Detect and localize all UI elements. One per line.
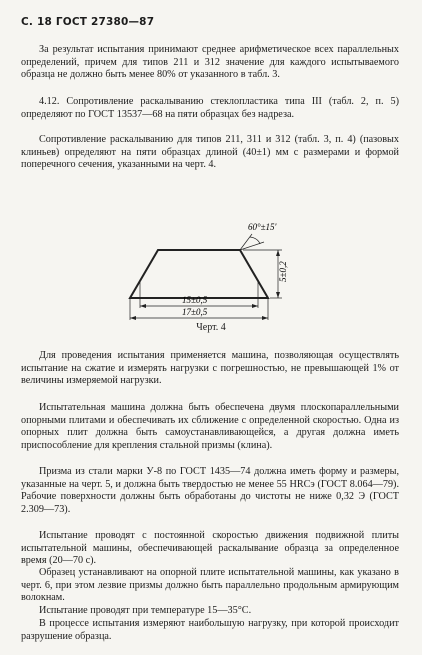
paragraph-result: За результат испытания принимают среднее арифметическое всех параллельных определений, причем для типов 211 и 312 значение для каждого испытываемого образца не должно быть менее 80% от указанного в табл. 3. — [21, 44, 399, 81]
paragraph-4-12: 4.12. Сопротивление раскалыванию стеклопластика типа III (табл. 2, п. 5) определяют по ГОСТ 13537—68 на пяти образцах без надреза. — [21, 96, 399, 120]
paragraph-specimen: Образец устанавливают на опорной плите испытательной машины, как указано в черт. 6, при этом лезвие призмы должно быть параллельно продольным армирующим волокнам. — [21, 567, 399, 604]
figure-caption: Черт. 4 — [196, 322, 226, 333]
cross-section-drawing — [110, 222, 340, 324]
paragraph-plates: Испытательная машина должна быть обеспечена двумя плоскопараллельными опорными плитами и обеспечивать их сближение с определенной скоростью. Одна из опорных плит должна быть самоустанавливающейся, а другая должна иметь приспособление для крепления стальной призмы (клина). — [21, 402, 399, 451]
inner-width-label: 15±0,5 — [182, 295, 208, 305]
paragraph-prism: Призма из стали марки У-8 по ГОСТ 1435—74 должна иметь форму и размеры, указанные на черт. 5, и должна быть твердостью не менее 55 HRCэ (ГОСТ 8.064—79). Рабочие поверхности должны быть обработаны до чистоты не ниже 0,32 Э (ГОСТ 2.309—73). — [21, 466, 399, 515]
paragraph-speed: Испытание проводят с постоянной скоростью движения подвижной плиты испытательной машины, обеспечивающей раскалывание образца за определенное время (20—70 с). — [21, 530, 399, 567]
outer-width-label: 17±0,5 — [182, 307, 208, 317]
paragraph-max-load: В процессе испытания измеряют наибольшую нагрузку, при которой происходит разрушение образца. — [21, 618, 399, 642]
paragraph-machine: Для проведения испытания применяется машина, позволяющая осуществлять испытание на сжатие и измерять нагрузки с погрешностью, не превышающей 1% от величины измеряемой нагрузки. — [21, 350, 399, 387]
figure-4 — [110, 222, 340, 324]
trapezoid-shape — [130, 250, 268, 298]
height-label: 5±0,2 — [278, 261, 288, 282]
angle-label: 60°±15' — [248, 222, 277, 232]
paragraph-splitting-types: Сопротивление раскалыванию для типов 211, 311 и 312 (табл. 3, п. 4) (пазовых клиньев) определяют на пяти образцах длиной (40±1) мм с размерами и формой поперечного сечения, указанными на черт. 4. — [21, 134, 399, 171]
page-header: С. 18 ГОСТ 27380—87 — [21, 16, 155, 28]
paragraph-temperature: Испытание проводят при температуре 15—35°С. — [39, 605, 252, 616]
